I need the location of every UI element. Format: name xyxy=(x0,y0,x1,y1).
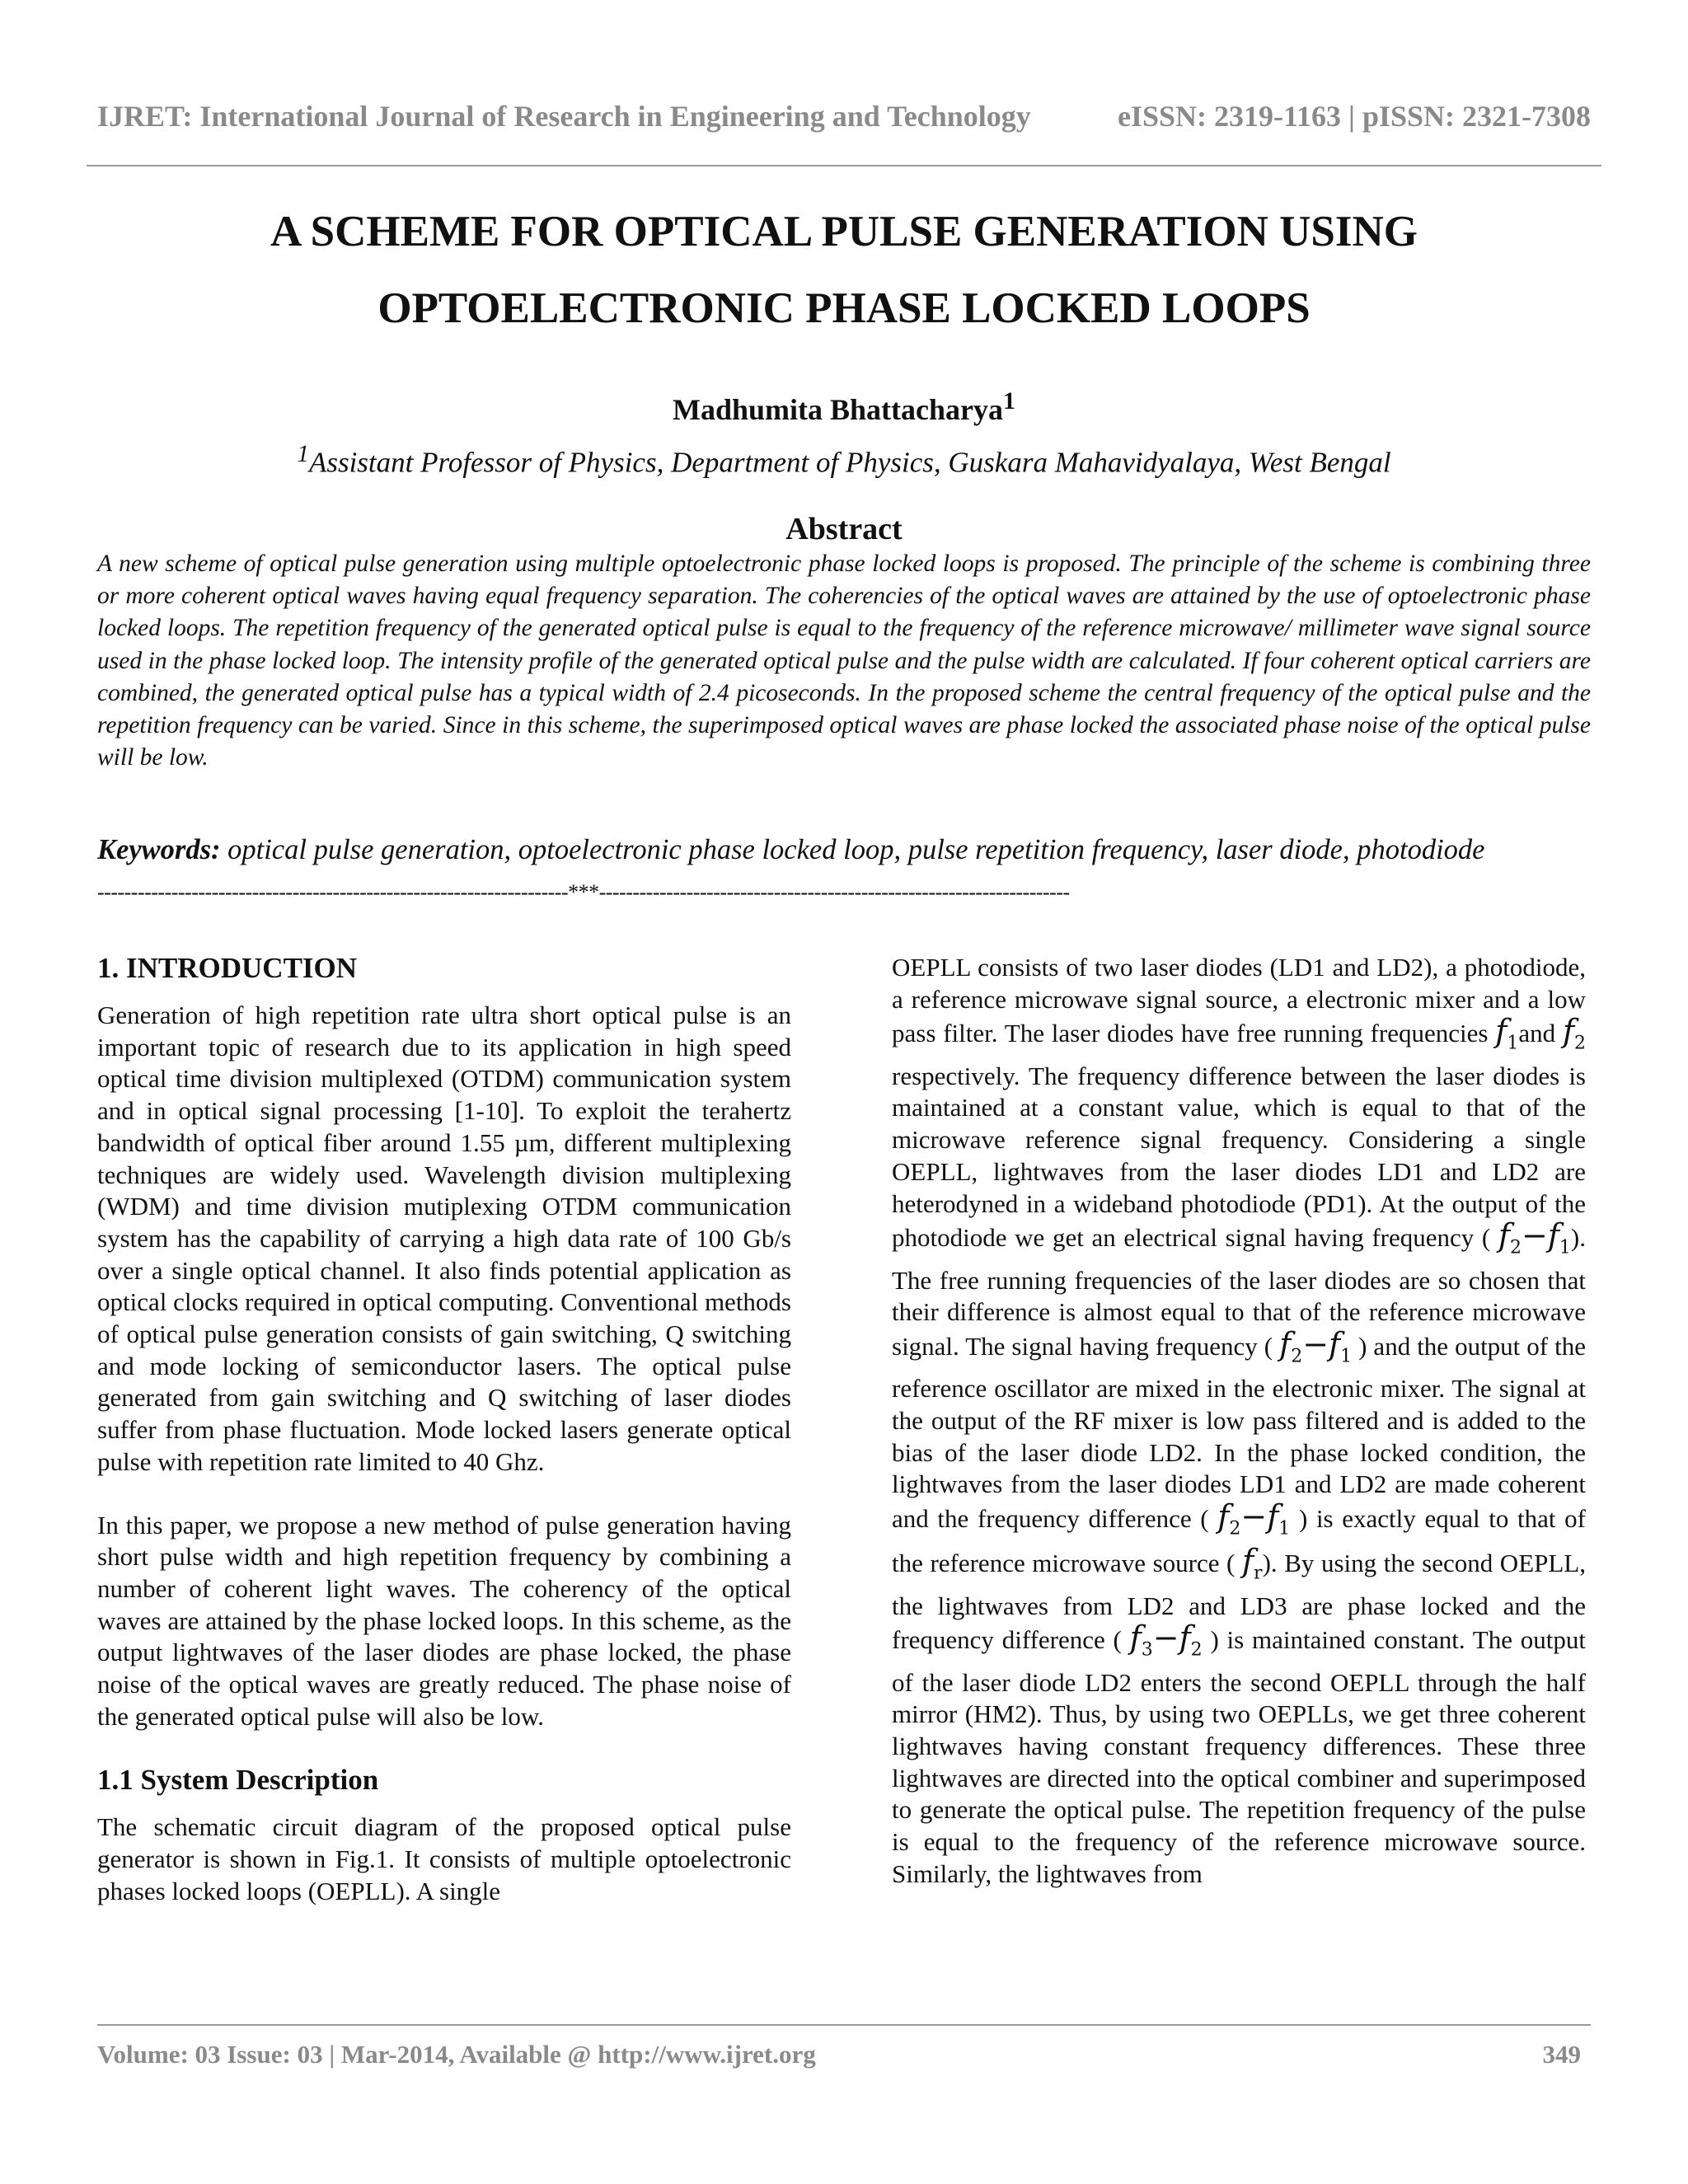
math-sub: 2 xyxy=(1510,1237,1522,1258)
math-f: f xyxy=(1217,1498,1230,1535)
right-text-5: ) and the output of the reference oscillator are mixed in the electronic mixer. The signal at the output of the RF mixer is low pass filtered and is added to the bias of the laser diode LD2. In the phase locked condition, the lightwaves from the laser diodes LD1 and LD2 are made coherent and the frequency difference ( xyxy=(892,1331,1586,1534)
title-line-1: A SCHEME FOR OPTICAL PULSE GENERATION USING xyxy=(270,208,1418,255)
keywords-text: optical pulse generation, optoelectronic phase locked loop, pulse repetition frequency, laser diode, photodiode xyxy=(227,834,1485,865)
math-f2-minus-f1 xyxy=(1217,1498,1291,1540)
system-paragraph-1: The schematic circuit diagram of the proposed optical pulse generator is shown in Fig.1. It consists of multiple optoelectronic phases locked loops (OEPLL). A single xyxy=(97,1812,791,1905)
abstract-text: A new scheme of optical pulse generation using multiple optoelectronic phase locked loops is proposed. The principle of the scheme is combining three or more coherent optical waves having equal frequency separation. The coherencies of the optical waves are attained by the use of optoelectronic phase locked loops. The repetition frequency of the generated optical pulse is equal to the frequency of the reference microwave/ millimeter wave signal source used in the phase locked loop. The intensity profile of the generated optical pulse and the pulse width are calculated. If four coherent optical carriers are combined, the generated optical pulse has a typical width of 2.4 picoseconds. In the proposed scheme the central frequency of the optical pulse and the repetition frequency can be varied. Since in this scheme, the superimposed optical waves are phase locked the associated phase noise of the optical pulse will be low. xyxy=(97,551,1591,771)
paper-title xyxy=(0,194,1688,347)
math-f3-minus-f2 xyxy=(1129,1619,1203,1661)
math-fr xyxy=(1241,1543,1263,1584)
keywords-label: Keywords: xyxy=(97,834,221,865)
issn: eISSN: 2319-1163 | pISSN: 2321-7308 xyxy=(1118,100,1591,133)
math-minus: − xyxy=(1522,1217,1548,1254)
right-text-4: ). The free running frequencies of the laser diodes are so chosen that their difference is almost equal to that of the reference microwave signal. The signal having frequency ( xyxy=(892,1223,1586,1361)
math-minus: − xyxy=(1240,1498,1268,1535)
author-sup: 1 xyxy=(1003,387,1015,415)
abstract-heading: Abstract xyxy=(785,512,903,546)
intro-paragraph-1: Generation of high repetition rate ultra short optical pulse is an important topic of research due to its application in high speed optical time division multiplexed (OTDM) communication system and in optical signal processing [1-10]. To exploit the terahertz bandwidth of optical fiber around 1.55 µm, different multiplexing techniques are widely used. Wavelength division multiplexing (WDM) and time division mutiplexing OTDM communication system has the capability of carrying a high data rate of 100 Gb/s over a single optical channel. It also finds potential application as optical clocks required in optical computing. Conventional methods of optical pulse generation consists of gain switching, Q switching and mode locking of semiconductor lasers. The optical pulse generated from gain switching and Q switching of laser diodes suffer from phase fluctuation. Mode locked lasers generate optical pulse with repetition rate limited to 40 Ghz. xyxy=(97,1001,791,1476)
math-sub: 1 xyxy=(1278,1518,1291,1540)
footer-volume: Volume: 03 Issue: 03 | Mar-2014, Available @ http://www.ijret.org xyxy=(97,2040,816,2069)
affiliation xyxy=(0,441,1688,480)
running-footer xyxy=(97,2040,1581,2069)
author xyxy=(0,387,1688,427)
math-f: f xyxy=(1498,1217,1510,1254)
math-sub: 2 xyxy=(1291,1346,1303,1367)
affiliation-sup: 1 xyxy=(297,441,309,467)
intro-paragraph-2: In this paper, we propose a new method of pulse generation having short pulse width and high repetition frequency by combining a number of coherent light waves. The coherency of the optical waves are attained by the phase locked loops. In this scheme, as the output lightwaves of the laser diodes are phase locked, the phase noise of the optical waves are greatly reduced. The phase noise of the generated optical pulse will also be low. xyxy=(97,1510,791,1731)
math-f: f xyxy=(1179,1619,1191,1657)
math-f: f xyxy=(1129,1619,1142,1657)
right-paragraph xyxy=(892,952,1586,1891)
math-sub: 1 xyxy=(1559,1237,1571,1258)
running-header xyxy=(97,99,1591,134)
right-text-8: ) is maintained constant. The output of the laser diode LD2 enters the second OEPLL through the half mirror (HM2). Thus, by using two OEPLLs, we get three coherent lightwaves having constant frequency differences. These three lightwaves are directed into the optical combiner and superimposed to generate the optical pulse. The repetition frequency of the pulse is equal to the frequency of the reference microwave source. Similarly, the lightwaves from xyxy=(892,1625,1586,1888)
title-line-2: OPTOELECTRONIC PHASE LOCKED LOOPS xyxy=(377,284,1311,332)
math-f2-minus-f1 xyxy=(1279,1325,1353,1367)
right-text-6: ) is exactly equal to that of the reference microwave source ( xyxy=(892,1504,1587,1578)
math-f: f xyxy=(1241,1543,1254,1580)
math-f: f xyxy=(1562,1013,1575,1050)
math-minus: − xyxy=(1152,1619,1179,1657)
math-f2-minus-f1 xyxy=(1498,1217,1571,1258)
left-column xyxy=(97,952,791,1908)
math-sub: 1 xyxy=(1507,1033,1519,1054)
math-f: f xyxy=(1547,1217,1559,1254)
math-sub: r xyxy=(1254,1563,1263,1584)
math-f: f xyxy=(1329,1325,1341,1362)
journal-name: IJRET: International Journal of Research in Engineering and Technology xyxy=(97,100,1031,133)
math-f2 xyxy=(1562,1013,1587,1054)
math-f1 xyxy=(1495,1013,1519,1054)
intro-heading: 1. INTRODUCTION xyxy=(97,952,358,984)
right-text-1: OEPLL consists of two laser diodes (LD1 and LD2), a photodiode, a reference microwave signal source, a electronic mixer and a low pass filter. The laser diodes have free running frequencies xyxy=(892,953,1586,1048)
math-sub: 2 xyxy=(1574,1033,1587,1054)
math-f: f xyxy=(1279,1325,1292,1362)
math-sub: 3 xyxy=(1141,1639,1153,1661)
header-rule xyxy=(87,165,1601,166)
footer-rule xyxy=(97,2024,1591,2026)
math-f: f xyxy=(1495,1013,1507,1050)
keywords xyxy=(97,834,1606,866)
page-number: 349 xyxy=(1542,2040,1581,2069)
math-sub: 2 xyxy=(1229,1518,1241,1540)
math-minus: − xyxy=(1302,1325,1329,1362)
right-text-2: and xyxy=(1518,1019,1556,1048)
right-column xyxy=(892,952,1586,1891)
math-sub: 2 xyxy=(1190,1639,1203,1661)
author-name: Madhumita Bhattacharya xyxy=(672,393,1003,426)
right-text-3: respectively. The frequency difference between the laser diodes is maintained at a constant value, which is equal to that of the microwave reference signal frequency. Considering a single OEPLL, lightwaves from the laser diodes LD1 and LD2 are heterodyned in a wideband photodiode (PD1). At the output of the photodiode we get an electrical signal having frequency ( xyxy=(892,1061,1586,1253)
affiliation-text: Assistant Professor of Physics, Department of Physics, Guskara Mahavidyalaya, West Bengal xyxy=(308,446,1391,479)
right-text-7: ). By using the second OEPLL, the lightwaves from LD2 and LD3 are phase locked and the frequency difference ( xyxy=(892,1549,1586,1655)
section-separator: ----------------------------------------------------------------------***---------------------------------------------------------------------- xyxy=(97,880,1070,904)
math-f: f xyxy=(1267,1498,1279,1535)
math-sub: 1 xyxy=(1340,1346,1353,1367)
system-heading: 1.1 System Description xyxy=(97,1764,379,1797)
